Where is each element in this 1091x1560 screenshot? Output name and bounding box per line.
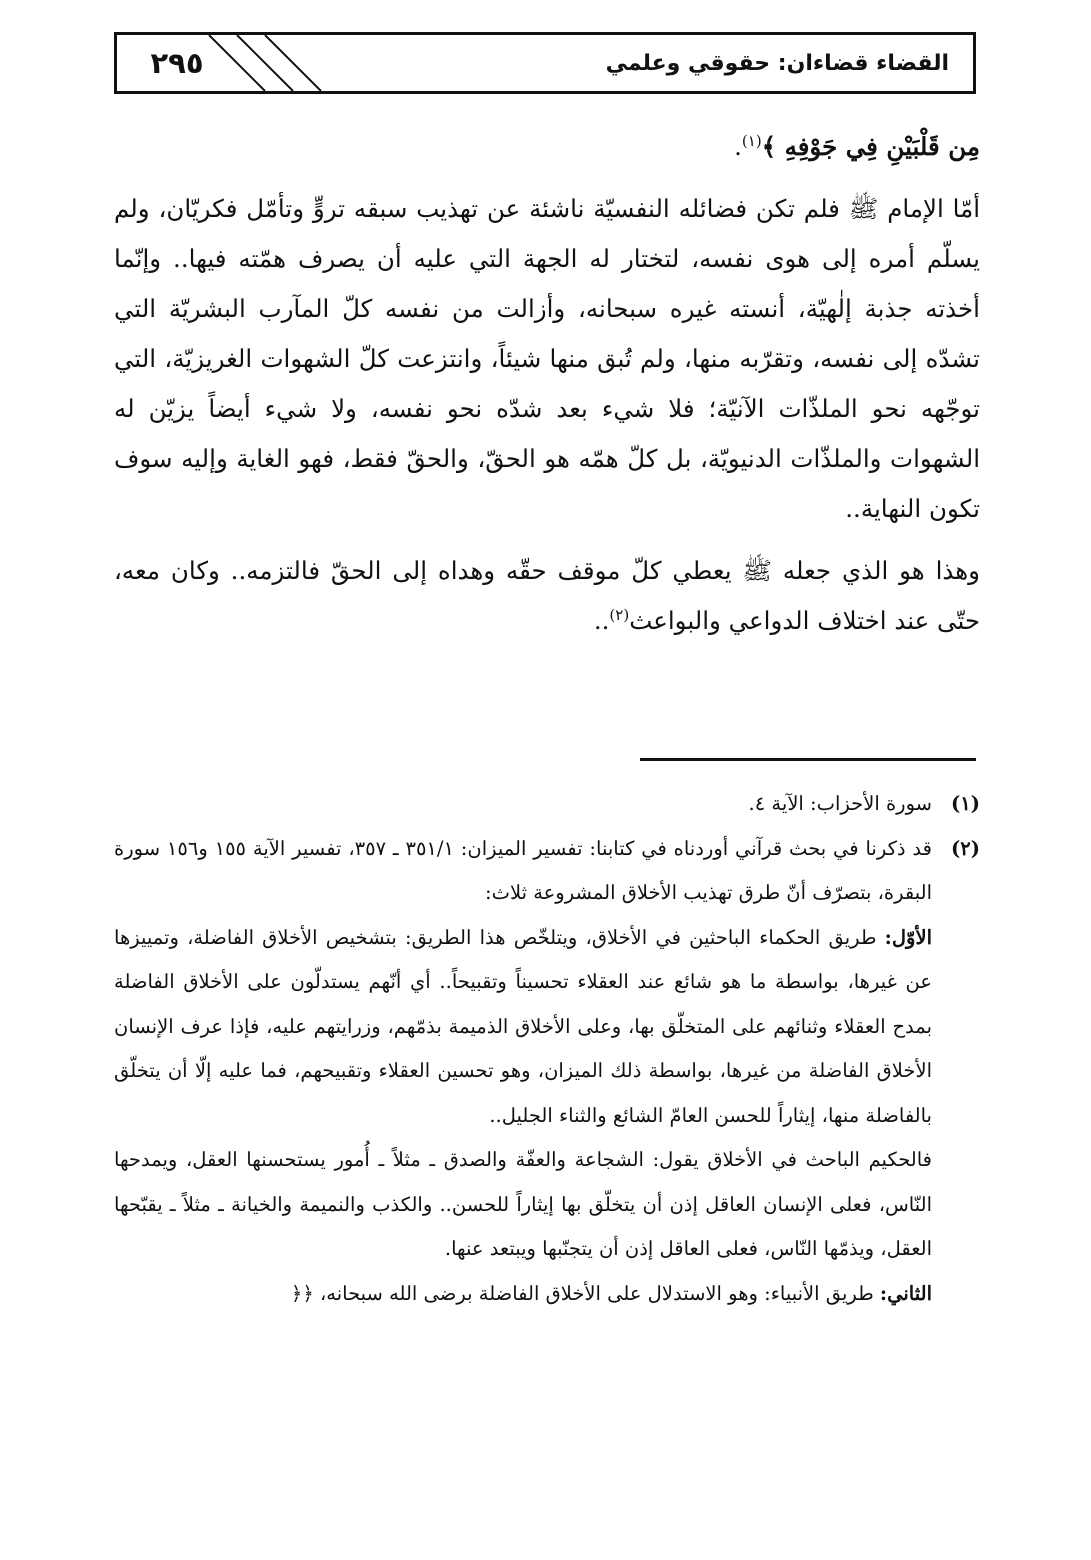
quran-verse: مِن قَلْبَيْنِ فِي جَوْفِهِ ﴾	[761, 132, 980, 161]
paragraph-1: أمّا الإمام ﷺ فلم تكن فضائله النفسيّة ناشئة عن تهذيب سبقه تروٍّ وتأمّل فكريّان، ولم يسلّم أمره إلى هوى نفسه، لتختار له الجهة التي عليه أن يصرف همّته فيها.. وإنّما أخذته جذبة إلٰهيّة، أنسته غيره سبحانه، وأزالت من نفسه كلّ المآرب البشريّة التي تشدّه إلى نفسه، وتقرّبه منها، ولم تُبق منها شيئاً، وانتزعت كلّ الشهوات الغريزيّة، التي توجّهه نحو الملذّات الآنيّة؛ فلا شيء بعد شدّه نحو نفسه، ولا شيء أيضاً يزيّن له الشهوات والملذّات الدنيويّة، بل كلّ همّه هو الحقّ، والحقّ فقط، فهو الغاية وإليه سوف تكون النهاية..	[114, 194, 980, 523]
paragraph-2-end: ..	[593, 606, 610, 635]
footnote-ref-2: (٢)	[609, 605, 630, 624]
footnote-1-number: (١)	[951, 792, 980, 815]
footnote-2-first-method	[114, 916, 980, 1139]
footnotes	[114, 782, 980, 1316]
first-method-text: طريق الحكماء الباحثين في الأخلاق، ويتلخّص هذا الطريق: بتشخيص الأخلاق الفاضلة، وتمييزها عن غيرها، بواسطة ما هو شائع عند العقلاء تحسيناً وتقبيحاً.. أي أنّهم يستدلّون على الأخلاق الفاضلة بمدح العقلاء وثنائهم على المتخلّق بها، وعلى الأخلاق الذميمة بذمّهم، وزرايتهم عليه، فإذا عرف الإنسان الأخلاق الفاضلة من غيرها، بواسطة ذلك الميزان، وهو تحسين العقلاء وتقبيحهم، فما عليه إلّا أن يتخلّق بالفاضلة منها، إيثاراً للحسن العامّ الشائع والثناء الجليل..	[114, 925, 932, 1127]
second-method-text: طريق الأنبياء: وهو الاستدلال على الأخلاق الفاضلة برضى الله سبحانه، ﴿﴿	[290, 1281, 880, 1305]
footnote-ref-1: (١)	[741, 131, 762, 150]
footnote-2	[114, 827, 980, 916]
example-text: فالحكيم الباحث في الأخلاق يقول: الشجاعة والعفّة والصدق ـ مثلاً ـ أُمور يستحسنها العقل، ويمدحها النّاس، فعلى الإنسان العاقل إذن أن يتخلّق بها إيثاراً للحسن.. والكذب والنميمة والخيانة ـ مثلاً ـ يقبّحها العقل، ويذمّها النّاس، فعلى العاقل إذن أن يتجنّبها ويبتعد عنها.	[114, 1148, 932, 1260]
page-number: ٢٩٥	[150, 46, 204, 80]
footnote-2-example	[114, 1138, 980, 1272]
verse-line	[114, 122, 980, 172]
footnote-2-text: قد ذكرنا في بحث قرآني أوردناه في كتابنا: تفسير الميزان: ٣٥١/١ ـ ٣٥٧، تفسير الآية ١٥٥ و١٥٦ سورة البقرة، بتصرّف أنّ طرق تهذيب الأخلاق المشروعة ثلاث:	[114, 836, 932, 904]
paragraph-2	[114, 546, 980, 646]
second-method-lead: الثاني:	[879, 1281, 932, 1305]
footnote-2-number: (٢)	[951, 836, 980, 860]
verse-end: .	[734, 132, 742, 161]
main-text	[114, 122, 980, 646]
page-header	[114, 32, 976, 94]
footnote-1-text: سورة الأحزاب: الآية ٤.	[748, 792, 932, 815]
footnote-separator	[640, 758, 976, 761]
first-method-lead: الأوّل:	[884, 925, 932, 949]
footnote-2-second-method	[114, 1272, 980, 1317]
paragraph-2-text: وهذا هو الذي جعله ﷺ يعطي كلّ موقف حقّه وهداه إلى الحقّ فالتزمه.. وكان معه، حتّى عند اختلاف الدواعي والبواعث	[114, 556, 980, 635]
running-title: القضاء قضاءان: حقوقي وعلمي	[605, 50, 949, 76]
footnote-1	[114, 782, 980, 827]
